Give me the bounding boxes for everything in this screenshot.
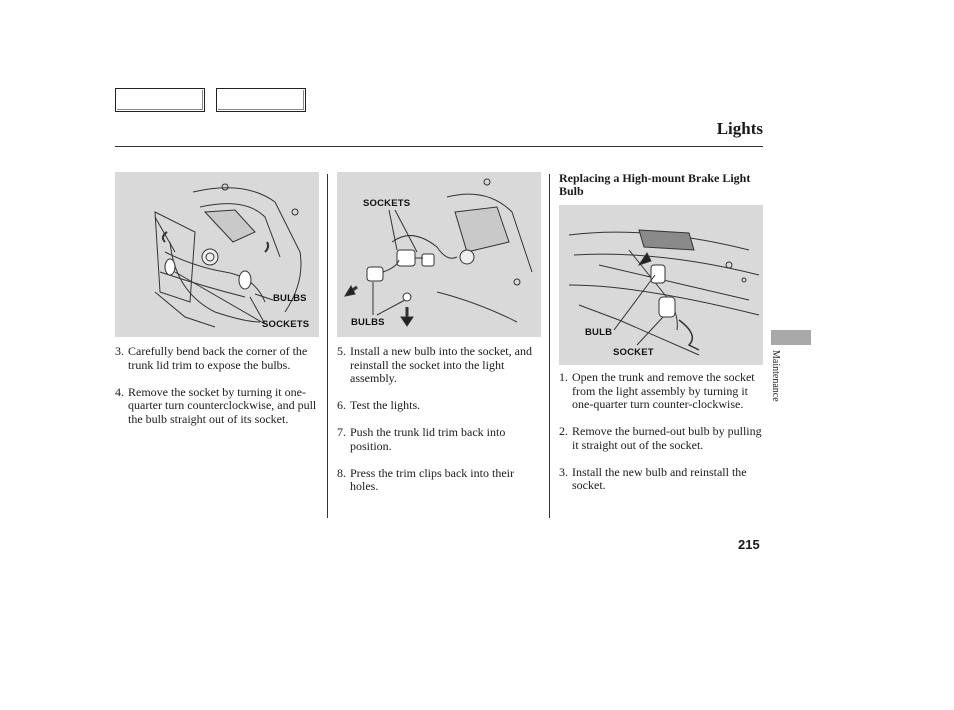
step-item	[559, 425, 767, 452]
title-divider	[115, 146, 763, 147]
step-text: Push the trunk lid trim back into position.	[350, 425, 506, 453]
trunk-lid-illustration	[115, 172, 319, 337]
step-number: 3.	[115, 344, 124, 358]
figure-label-bulb: BULB	[585, 327, 613, 338]
figure-label-sockets: SOCKETS	[363, 198, 411, 209]
step-number: 1.	[559, 370, 568, 384]
step-item	[559, 466, 767, 493]
step-text: Press the trim clips back into their holes.	[350, 465, 514, 493]
step-item	[559, 371, 767, 412]
step-text: Install a new bulb into the socket, and reinstall the socket into the light assembly.	[350, 344, 532, 385]
step-item	[337, 467, 542, 494]
figure-label-bulbs: BULBS	[273, 293, 307, 304]
step-item	[337, 399, 542, 413]
step-number: 6.	[337, 398, 346, 412]
step-text: Carefully bend back the corner of the trunk lid trim to expose the bulbs.	[128, 344, 308, 372]
step-text: Remove the socket by turning it one-quarter turn counterclockwise, and pull the bulb straight out of its socket.	[128, 384, 317, 426]
step-number: 2.	[559, 424, 568, 438]
figure-label-sockets: SOCKETS	[262, 319, 310, 330]
step-text: Open the trunk and remove the socket from the light assembly by turning it one-quarter turn counter-clockwise.	[572, 370, 755, 411]
middle-steps	[337, 345, 542, 507]
page-number: 215	[738, 537, 760, 552]
nav-button-contents[interactable]	[216, 88, 306, 112]
step-text: Install the new bulb and reinstall the socket.	[572, 464, 747, 492]
column-divider-1	[327, 174, 328, 518]
step-text: Test the lights.	[350, 398, 421, 412]
step-number: 7.	[337, 425, 346, 439]
step-text: Remove the burned-out bulb by pulling it straight out of the socket.	[572, 424, 762, 452]
nav-button-back[interactable]	[115, 88, 205, 112]
column-divider-2	[549, 174, 550, 518]
step-item	[115, 386, 320, 427]
section-heading: Replacing a High-mount Brake Light Bulb	[559, 171, 751, 198]
figure-socket-install	[337, 172, 541, 337]
step-item	[337, 426, 542, 453]
step-item	[115, 345, 320, 372]
step-number: 8.	[337, 465, 346, 480]
socket-install-illustration	[337, 172, 541, 337]
figure-label-socket: SOCKET	[613, 347, 654, 358]
page-title: Lights	[716, 119, 763, 138]
left-steps	[115, 345, 320, 440]
figure-high-mount-brake-light	[559, 205, 763, 365]
figure-label-bulbs: BULBS	[351, 317, 385, 328]
section-tab-label: Maintenance	[770, 350, 781, 402]
step-item	[337, 345, 542, 386]
section-tab[interactable]	[771, 330, 811, 345]
step-number: 5.	[337, 344, 346, 358]
right-steps	[559, 371, 767, 506]
step-number: 3.	[559, 464, 568, 479]
high-mount-brake-light-illustration	[559, 205, 763, 365]
figure-trunk-bulbs	[115, 172, 319, 337]
step-number: 4.	[115, 384, 124, 399]
